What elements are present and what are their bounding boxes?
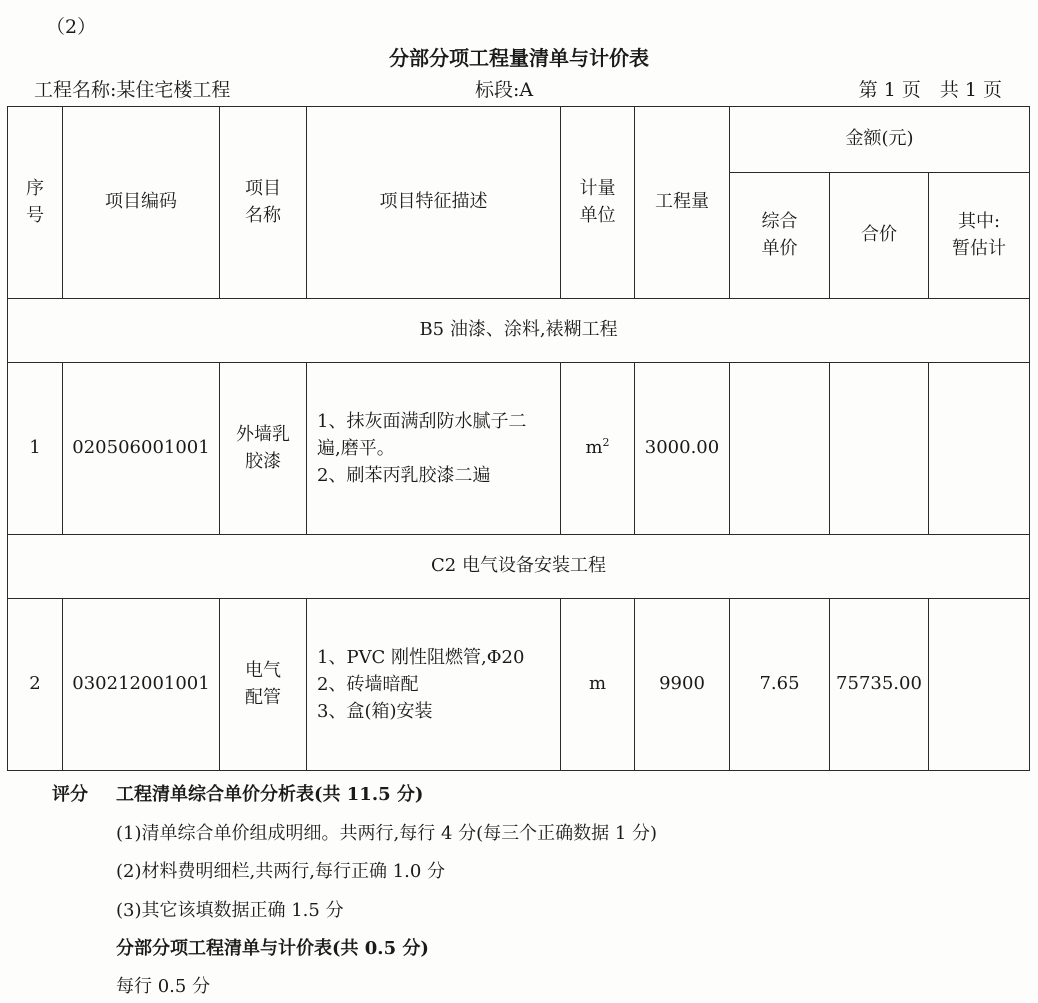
page-title: 分部分项工程量清单与计价表	[389, 46, 649, 70]
cell-total	[830, 363, 929, 535]
cell-unit: $m^2$	[561, 363, 635, 535]
cell-code: 020506001001	[63, 363, 220, 535]
cell-name: 电气配管	[220, 599, 307, 771]
cell-qty: 3000.00	[635, 363, 730, 535]
notes-heading-1: 工程清单综合单价分析表(共 11.5 分)	[116, 784, 424, 805]
table-row	[8, 599, 1030, 771]
note-item-1: (1)清单综合单价组成明细。共两行,每行 4 分(每三个正确数据 1 分)	[116, 823, 658, 844]
col-header-seq: 序号	[8, 107, 63, 299]
col-header-name: 项目名称	[220, 107, 307, 299]
col-header-code: 项目编码	[63, 107, 220, 299]
col-header-unit-price: 综合单价	[730, 173, 830, 299]
col-header-qty: 工程量	[635, 107, 730, 299]
cell-desc: 1、PVC 刚性阻燃管,Φ20 2、砖墙暗配 3、盒(箱)安装	[307, 599, 561, 771]
notes-heading-2: 分部分项工程清单与计价表(共 0.5 分)	[116, 938, 429, 959]
group-row: C2 电气设备安装工程	[8, 535, 1030, 599]
cell-desc: 1、抹灰面满刮防水腻子二 遍,磨平。 2、刷苯丙乳胶漆二遍	[307, 363, 561, 535]
cell-unit-price	[730, 363, 830, 535]
col-header-total: 合价	[830, 173, 929, 299]
project-name: 工程名称:某住宅楼工程	[34, 79, 231, 101]
cell-unit: m	[561, 599, 635, 771]
cell-seq: 1	[8, 363, 63, 535]
cell-code: 030212001001	[63, 599, 220, 771]
cell-provisional	[929, 599, 1030, 771]
bill-table	[7, 106, 1030, 771]
note-item-2: (2)材料费明细栏,共两行,每行正确 1.0 分	[116, 861, 446, 882]
note-item-4: 每行 0.5 分	[116, 976, 211, 997]
page-indicator: 第 1 页 共 1 页	[858, 79, 1002, 101]
col-header-unit: 计量单位	[561, 107, 635, 299]
group-row: B5 油漆、涂料,裱糊工程	[8, 299, 1030, 363]
col-header-provisional: 其中:暂估计	[929, 173, 1030, 299]
table-row	[8, 363, 1030, 535]
cell-total: 75735.00	[830, 599, 929, 771]
cell-provisional	[929, 363, 1030, 535]
cell-seq: 2	[8, 599, 63, 771]
col-header-amount: 金额(元)	[730, 107, 1030, 173]
col-header-desc: 项目特征描述	[307, 107, 561, 299]
cell-unit-price: 7.65	[730, 599, 830, 771]
notes-label: 评分	[52, 784, 88, 805]
cell-qty: 9900	[635, 599, 730, 771]
part-number: （2）	[46, 16, 97, 38]
note-item-3: (3)其它该填数据正确 1.5 分	[116, 900, 344, 921]
cell-name: 外墙乳胶漆	[220, 363, 307, 535]
section-label: 标段:A	[475, 79, 534, 101]
